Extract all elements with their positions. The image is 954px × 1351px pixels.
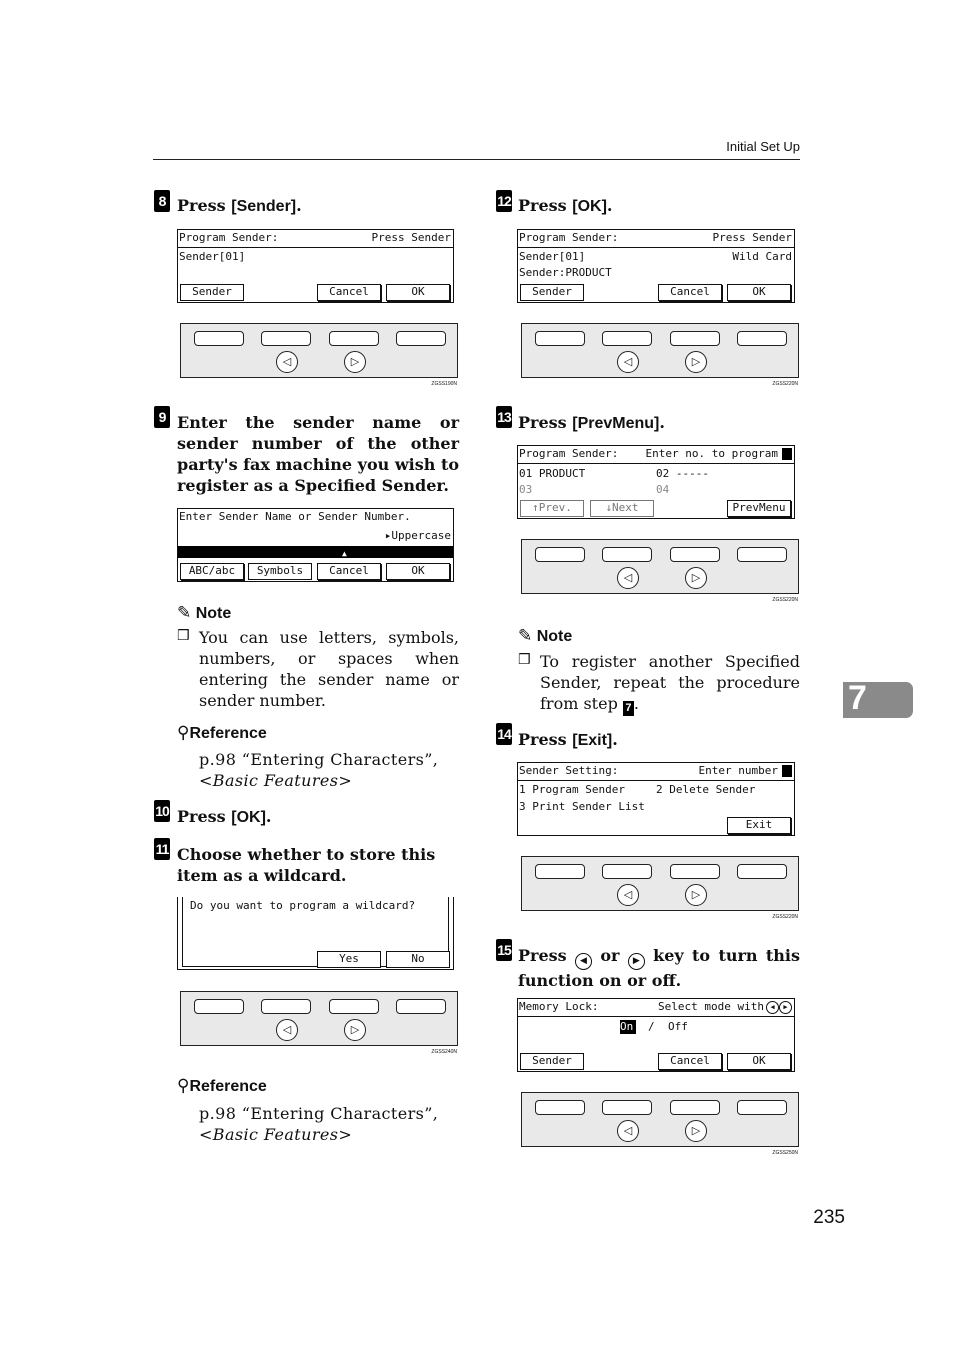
- left-arrow-key-icon[interactable]: ◁: [617, 884, 639, 906]
- lcd-title: Program Sender:: [519, 231, 619, 244]
- function-key-4[interactable]: [737, 864, 787, 879]
- reference-link[interactable]: p.98 “Entering Characters”,: [199, 750, 439, 769]
- step-number-13: 13: [496, 406, 512, 428]
- function-key-4[interactable]: [737, 547, 787, 562]
- lcd-ok-button[interactable]: OK: [727, 284, 791, 301]
- lcd-screen-step-12: [517, 229, 795, 303]
- lcd-prevmenu-button[interactable]: PrevMenu: [727, 500, 791, 517]
- right-arrow-key-icon[interactable]: ▷: [344, 1019, 366, 1041]
- left-arrow-key-icon[interactable]: ◁: [276, 351, 298, 373]
- step-reference: 7: [623, 701, 634, 716]
- function-key-2[interactable]: [602, 331, 652, 346]
- function-key-3[interactable]: [329, 331, 379, 346]
- lcd-title: Sender Setting:: [519, 764, 619, 777]
- function-key-2[interactable]: [602, 864, 652, 879]
- lcd-screen-step-8: [177, 229, 454, 303]
- figure-id: ZGSS190N: [431, 381, 457, 387]
- lcd-input-mode: ▸Uppercase: [384, 529, 451, 542]
- lcd-off-option[interactable]: Off: [668, 1020, 688, 1033]
- chapter-number: 7: [848, 679, 867, 717]
- note-text: You can use letters, symbols, numbers, or spaces when entering the sender name or sender number.: [199, 628, 459, 710]
- step-number-10: 10: [154, 800, 170, 822]
- function-key-1[interactable]: [535, 1100, 585, 1115]
- lcd-abc-button[interactable]: ABC/abc: [180, 563, 244, 580]
- reference-source: <Basic Features>: [199, 1125, 353, 1144]
- left-arrow-icon: ◀: [766, 1001, 779, 1014]
- lcd-sender-button[interactable]: Sender: [520, 1053, 584, 1070]
- lcd-screen-step-13: [517, 445, 795, 519]
- lcd-item-04: 04: [656, 483, 670, 496]
- function-key-4[interactable]: [396, 331, 446, 346]
- function-key-1[interactable]: [535, 331, 585, 346]
- reference-heading: ⚲Reference: [177, 723, 267, 743]
- lcd-ok-button[interactable]: OK: [386, 563, 450, 580]
- note-heading: ✎ Note: [177, 603, 232, 623]
- control-panel-step-13: [521, 539, 799, 594]
- lcd-screen-step-14: [517, 762, 795, 836]
- lcd-cancel-button[interactable]: Cancel: [658, 1053, 722, 1070]
- step-number-15: 15: [496, 939, 512, 961]
- lcd-menu-item-3: 3 Print Sender List: [519, 800, 645, 813]
- right-arrow-key-icon[interactable]: ▷: [685, 567, 707, 589]
- lcd-next-button[interactable]: ↓Next: [590, 500, 654, 517]
- lcd-screen-step-11: [177, 897, 454, 970]
- control-panel-step-8: [180, 323, 458, 378]
- header-rule: [153, 159, 800, 160]
- right-arrow-key-icon[interactable]: ▷: [344, 351, 366, 373]
- lcd-screen-step-15: [517, 998, 795, 1072]
- magnifier-icon: ⚲: [177, 1076, 190, 1096]
- lcd-screen-step-9: [177, 508, 454, 582]
- page-number: 235: [813, 1207, 845, 1228]
- lcd-cancel-button[interactable]: Cancel: [317, 284, 381, 301]
- lcd-title-right: Press Sender: [371, 231, 451, 244]
- lcd-prev-button[interactable]: ↑Prev.: [520, 500, 584, 517]
- lcd-title-right: Press Sender: [712, 231, 792, 244]
- lcd-line-1-right: Wild Card: [732, 250, 792, 263]
- figure-id: ZGSS250N: [772, 1150, 798, 1156]
- magnifier-icon: ⚲: [177, 723, 190, 743]
- left-arrow-key-icon: ◀: [575, 953, 592, 970]
- step-number-14: 14: [496, 723, 512, 745]
- step-14-instruction: Press [Exit].: [518, 730, 618, 749]
- lcd-line-1: Sender[01]: [179, 250, 246, 263]
- lcd-input-line[interactable]: [178, 546, 453, 558]
- lcd-title-right: Enter no. to program: [645, 447, 778, 460]
- reference-link[interactable]: p.98 “Entering Characters”,: [199, 1104, 439, 1123]
- figure-id: ZGSS220N: [772, 914, 798, 920]
- lcd-title-right: Select mode with: [658, 1000, 764, 1013]
- lcd-question: Do you want to program a wildcard?: [190, 899, 416, 912]
- lcd-ok-button[interactable]: OK: [386, 284, 450, 301]
- lcd-title: Enter Sender Name or Sender Number.: [179, 510, 411, 523]
- lcd-menu-item-2: 2 Delete Sender: [656, 783, 756, 796]
- lcd-exit-button[interactable]: Exit: [727, 817, 791, 834]
- right-arrow-key-icon[interactable]: ▷: [685, 351, 707, 373]
- lcd-item-02: 02 -----: [656, 467, 709, 480]
- pencil-icon: ✎: [177, 603, 192, 623]
- function-key-3[interactable]: [329, 999, 379, 1014]
- lcd-title: Memory Lock:: [519, 1000, 599, 1013]
- lcd-cancel-button[interactable]: Cancel: [658, 284, 722, 301]
- lcd-sender-button[interactable]: Sender: [520, 284, 584, 301]
- lcd-line-1: Sender[01]: [519, 250, 586, 263]
- lcd-sender-button[interactable]: Sender: [180, 284, 244, 301]
- step-9-instruction: Enter the sender name or sender number of the other party's fax machine you wish to register as a Specified Sender.: [177, 413, 459, 495]
- figure-id: ZGSS240N: [431, 1049, 457, 1055]
- function-key-3[interactable]: [670, 864, 720, 879]
- function-key-1[interactable]: [535, 864, 585, 879]
- control-panel-step-12: [521, 323, 799, 378]
- function-key-1[interactable]: [194, 999, 244, 1014]
- function-key-3[interactable]: [670, 547, 720, 562]
- function-key-1[interactable]: [194, 331, 244, 346]
- left-arrow-key-icon[interactable]: ◁: [617, 1120, 639, 1142]
- lcd-no-button[interactable]: No: [386, 951, 450, 968]
- right-arrow-key-icon[interactable]: ▷: [685, 1120, 707, 1142]
- lcd-item-03: 03: [519, 483, 533, 496]
- reference-heading: ⚲Reference: [177, 1076, 267, 1096]
- function-key-2[interactable]: [602, 547, 652, 562]
- step-8-instruction: Press [Sender].: [177, 196, 302, 215]
- function-key-2[interactable]: [261, 331, 311, 346]
- lcd-on-option[interactable]: On: [620, 1020, 636, 1034]
- control-panel-step-14: [521, 856, 799, 911]
- lcd-ok-button[interactable]: OK: [727, 1053, 791, 1070]
- lcd-item-01: 01 PRODUCT: [519, 467, 586, 480]
- function-key-3[interactable]: [670, 331, 720, 346]
- checkbox-icon: ❒: [518, 652, 531, 668]
- function-key-3[interactable]: [670, 1100, 720, 1115]
- lcd-title: Program Sender:: [519, 447, 619, 460]
- lcd-cancel-button[interactable]: Cancel: [317, 563, 381, 580]
- step-number-8: 8: [154, 190, 170, 212]
- lcd-menu-item-1: 1 Program Sender: [519, 783, 625, 796]
- lcd-symbols-button[interactable]: Symbols: [248, 563, 312, 580]
- step-12-instruction: Press [OK].: [518, 196, 613, 215]
- note-text: To register another Specified Sender, repeat the procedure from step 7 .: [540, 652, 800, 714]
- step-number-12: 12: [496, 190, 512, 212]
- right-arrow-key-icon[interactable]: ▷: [685, 884, 707, 906]
- reference-source: <Basic Features>: [199, 771, 353, 790]
- checkbox-icon: ❒: [177, 628, 190, 644]
- left-arrow-key-icon[interactable]: ◁: [276, 1019, 298, 1041]
- step-15-instruction: Press ◀ or ▶ key to turn this function on or off.: [518, 946, 800, 990]
- pencil-icon: ✎: [518, 626, 533, 646]
- chapter-tab: [843, 679, 913, 718]
- step-number-11: 11: [154, 838, 170, 860]
- step-10-instruction: Press [OK].: [177, 807, 272, 826]
- right-arrow-icon: ▶: [779, 1001, 792, 1014]
- lcd-yes-button[interactable]: Yes: [317, 951, 381, 968]
- left-arrow-key-icon[interactable]: ◁: [617, 567, 639, 589]
- lcd-title: Program Sender:: [179, 231, 279, 244]
- lcd-line-2: Sender:PRODUCT: [519, 266, 612, 279]
- function-key-4[interactable]: [737, 1100, 787, 1115]
- left-arrow-key-icon[interactable]: ◁: [617, 351, 639, 373]
- lcd-title-right: Enter number: [698, 764, 778, 777]
- function-key-2[interactable]: [261, 999, 311, 1014]
- step-number-9: 9: [154, 406, 170, 428]
- control-panel-step-15: [521, 1092, 799, 1147]
- step-13-instruction: Press [PrevMenu].: [518, 413, 665, 432]
- function-key-2[interactable]: [602, 1100, 652, 1115]
- control-panel-step-11: [180, 991, 458, 1046]
- figure-id: ZGSS220N: [772, 597, 798, 603]
- lcd-separator: /: [648, 1020, 655, 1033]
- step-11-instruction: Choose whether to store this item as a wildcard.: [177, 845, 436, 885]
- lcd-cursor: [782, 765, 792, 777]
- function-key-4[interactable]: [737, 331, 787, 346]
- figure-id: ZGSS220N: [772, 381, 798, 387]
- right-arrow-key-icon: ▶: [628, 953, 645, 970]
- lcd-cursor: [782, 448, 792, 460]
- note-heading: ✎ Note: [518, 626, 573, 646]
- running-header: Initial Set Up: [726, 139, 800, 154]
- lcd-caret: ▲: [342, 549, 347, 558]
- function-key-1[interactable]: [535, 547, 585, 562]
- function-key-4[interactable]: [396, 999, 446, 1014]
